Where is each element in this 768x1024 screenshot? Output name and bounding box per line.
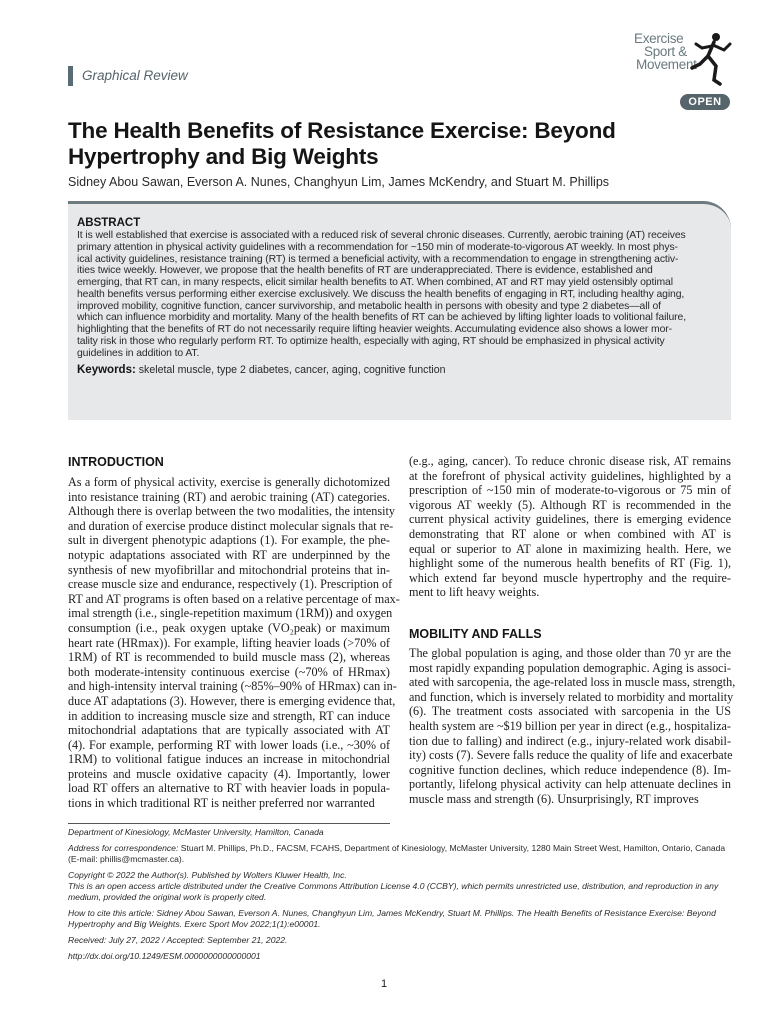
keywords: [77, 364, 723, 376]
body-line: prescription of ~150 min of moderate-to-vigorous or 75 min of: [409, 483, 731, 498]
author-list: Sidney Abou Sawan, Everson A. Nunes, Changhyun Lim, James McKendry, and Stuart M. Phillips: [68, 175, 610, 189]
body-line: ated with sarcopenia, the age-related loss in muscle mass, strength,: [409, 675, 736, 690]
keywords-label: Keywords:: [77, 364, 136, 377]
body-line: The global population is aging, and those older than 70 yr are the: [409, 645, 731, 660]
body-line: and function, which is inversely related to morbidity and mortality: [409, 689, 734, 704]
body-line: most rapidly expanding population demographic. Aging is associ-: [409, 660, 731, 675]
article-title: [68, 118, 748, 170]
open-access-badge: OPEN: [680, 94, 730, 110]
journal-logo-line: Exercise: [634, 31, 684, 46]
introduction-continued: [409, 454, 731, 600]
mobility-body: [409, 645, 736, 807]
body-line: into resistance training (RT) and aerobic training (AT) categories.: [68, 489, 390, 504]
correspondence-line: Stuart M. Phillips, Ph.D., FACSM, FCAHS, Department of Kinesiology, McMaster University, 1280 Main Street West, Hamilton, Ontario, Canada: [178, 843, 726, 853]
footnotes: [68, 827, 738, 967]
abstract-line: It is well established that exercise is associated with a reduced risk of several chronic diseases. Currently, aerobic training (AT) receives: [77, 230, 686, 241]
body-line: ity) costs (7). Severe falls reduce the quality of life and exacerbate: [409, 748, 733, 763]
page-number: 1: [380, 978, 388, 990]
running-figure-icon: [686, 30, 732, 86]
section-heading-introduction: INTRODUCTION: [68, 455, 164, 469]
body-line: crease muscle size and endurance, respectively (1). Prescription of: [68, 577, 393, 592]
body-line: tion due to falling) and indirect (e.g., injury-related work disabil-: [409, 733, 731, 748]
journal-logo-line: Sport &: [644, 44, 687, 59]
citation-line: How to cite this article: Sidney Abou Sawan, Everson A. Nunes, Changhyun Lim, James McKendry, Stuart M. Phillips. The Health Benefits of Resistance Exercise: Beyond: [68, 908, 716, 918]
right-column: [409, 454, 736, 806]
body-line: load RT offers an alternative to RT with heavier loads in popula-: [68, 781, 390, 796]
abstract-line: primary attention in physical activity guidelines with a recommendation for ~150 min of moderate-to-vigorous AT weekly. In most phys-: [77, 241, 678, 253]
abstract-line: tality risk in those who regularly perform RT. To optimize health, especially with aging, RT should be emphasized in physical activity: [77, 335, 665, 347]
abstract-line: ities twice weekly. However, we propose that the health benefits of RT are underappreciated. There is evidence, established and: [77, 265, 653, 277]
abstract-box: [68, 201, 731, 420]
body-line: both moderate-intensity continuous exercise (~70% of HRmax): [68, 664, 390, 679]
journal-logo-line: Movement: [636, 57, 697, 72]
abstract-line: ical activity guidelines, resistance training (RT) is termed a beneficial activity, with a recommendation to engage in strengthening activ-: [77, 253, 679, 265]
copyright: [68, 870, 738, 903]
abstract-line: guidelines in addition to AT.: [77, 347, 200, 359]
citation: [68, 908, 738, 930]
abstract-line: emerging, that RT can, in many respects, elicit similar health benefits to AT. When combined, AT and RT may yield ostensibly optimal: [77, 277, 673, 288]
copyright-line: This is an open access article distributed under the Creative Commons Attribution License 4.0 (CCBY), which permits unrestricted use, distribution, and reproduction in any: [68, 881, 719, 891]
body-line: tions in which traditional RT is neither preferred nor warranted: [68, 796, 375, 811]
left-column: [68, 454, 400, 811]
body-line: synthesis of new myofibrillar and mitochondrial proteins that in-: [68, 562, 390, 577]
copyright-line: medium, provided the original work is properly cited.: [68, 892, 267, 902]
affiliation: Department of Kinesiology, McMaster University, Hamilton, Canada: [68, 827, 324, 837]
abstract-line: improved mobility, cognitive function, cancer survivorship, and metabolic health in persons with obesity and type 2 diabetes—all of: [77, 300, 661, 312]
body-line: equal or superior to AT alone in maximizing health. Here, we: [409, 541, 731, 556]
body-line: highlight some of the numerous health benefits of RT (Fig. 1),: [409, 556, 731, 571]
abstract-text: [77, 230, 723, 359]
journal-logo: [612, 28, 732, 86]
body-line: ment to lift heavy weights.: [409, 585, 540, 600]
body-line: muscle mass and strength (6). Unsurprisingly, RT improves: [409, 791, 699, 806]
body-line: vigorous AT weekly (5). Although RT is recommended in the: [409, 497, 731, 512]
correspondence-line: (E-mail: phillis@mcmaster.ca).: [68, 854, 185, 864]
body-line: portantly, lifelong physical activity can help attenuate declines in: [409, 777, 731, 792]
correspondence: [68, 843, 738, 865]
abstract-line: highlighting that the benefits of RT do not necessarily require lifting heavier weights. Accumulating evidence also shows a lower mor-: [77, 324, 672, 335]
doi-link[interactable]: http://dx.doi.org/10.1249/ESM.0000000000000001: [68, 951, 261, 961]
body-line: cognitive function declines, which reduce independence (8). Im-: [409, 762, 731, 777]
body-line: (6). The treatment costs associated with sarcopenia in the US: [409, 704, 731, 719]
copyright-line: Copyright © 2022 the Author(s). Published by Wolters Kluwer Health, Inc.: [68, 870, 347, 880]
body-line: notypic adaptations associated with RT are underpinned by the: [68, 547, 390, 562]
body-line: and high-intensity interval training (~85%–90% of HRmax) can in-: [68, 679, 397, 694]
body-line: Although there is overlap between the two modalities, the intensity: [68, 504, 395, 519]
body-line: consumption (i.e., peak oxygen uptake (VO₂peak) or maximum: [68, 620, 390, 635]
body-line: proteins and muscle oxidative capacity (4). Importantly, lower: [68, 766, 390, 781]
body-line: and duration of exercise produce distinct molecular signals that re-: [68, 518, 394, 533]
abstract-line: health benefits versus performing either exercise exclusively. We discuss the health benefits of engaging in RT, including healthy aging,: [77, 288, 685, 300]
received-accepted-dates: Received: July 27, 2022 / Accepted: September 21, 2022.: [68, 935, 288, 945]
correspondence-label: Address for correspondence:: [68, 843, 179, 853]
body-line: RT and AT programs is often based on a relative percentage of max-: [68, 591, 400, 606]
body-line: 1RM) of RT is recommended to build muscle mass (2), whereas: [68, 650, 390, 665]
body-line: duce AT adaptations (3). However, there is emerging evidence that,: [68, 693, 396, 708]
body-line: mitochondrial adaptations that are typically associated with AT: [68, 723, 390, 738]
body-line: 1RM) to volitional fatigue induces an increase in mitochondrial: [68, 752, 390, 767]
body-line: demonstrating that RT alone or when combined with AT is: [409, 526, 731, 541]
abstract-heading: ABSTRACT: [77, 217, 141, 229]
section-heading-mobility: MOBILITY AND FALLS: [409, 626, 542, 641]
citation-line: Hypertrophy and Big Weights. Exerc Sport Mov 2022;1(1):e00001.: [68, 919, 321, 929]
body-line: which extend far beyond muscle hypertrophy and the require-: [409, 570, 731, 585]
body-line: As a form of physical activity, exercise is generally dichotomized: [68, 475, 390, 489]
section-label: Graphical Review: [68, 66, 188, 86]
body-line: sult in divergent phenotypic adaptions (1). For example, the phe-: [68, 533, 390, 548]
title-line: The Health Benefits of Resistance Exercise: Beyond: [68, 118, 616, 143]
introduction-body: [68, 475, 400, 811]
keywords-text: skeletal muscle, type 2 diabetes, cancer, aging, cognitive function: [138, 364, 446, 377]
body-line: imal strength (i.e., single-repetition maximum (1RM)) and oxygen: [68, 606, 393, 621]
body-line: heart rate (HRmax)). For example, lifting heavier loads (>70% of: [68, 635, 390, 650]
body-line: health system are ~$19 billion per year in direct (e.g., hospitaliza-: [409, 718, 731, 733]
footnote-divider: [68, 823, 390, 824]
body-line: at the forefront of physical activity guidelines, highlighted by a: [409, 468, 731, 483]
body-line: (e.g., aging, cancer). To reduce chronic disease risk, AT remains: [409, 454, 731, 468]
body-line: in addition to increasing muscle size and strength, RT can induce: [68, 708, 390, 723]
abstract-line: which can influence morbidity and mortality. Many of the health benefits of RT can be achieved by lifting lighter loads to volitional failure,: [77, 312, 687, 324]
title-line: Hypertrophy and Big Weights: [68, 144, 379, 169]
body-line: current physical activity guidelines, there is emerging evidence: [409, 512, 731, 527]
body-line: (4). For example, performing RT with lower loads (i.e., ~30% of: [68, 737, 390, 752]
